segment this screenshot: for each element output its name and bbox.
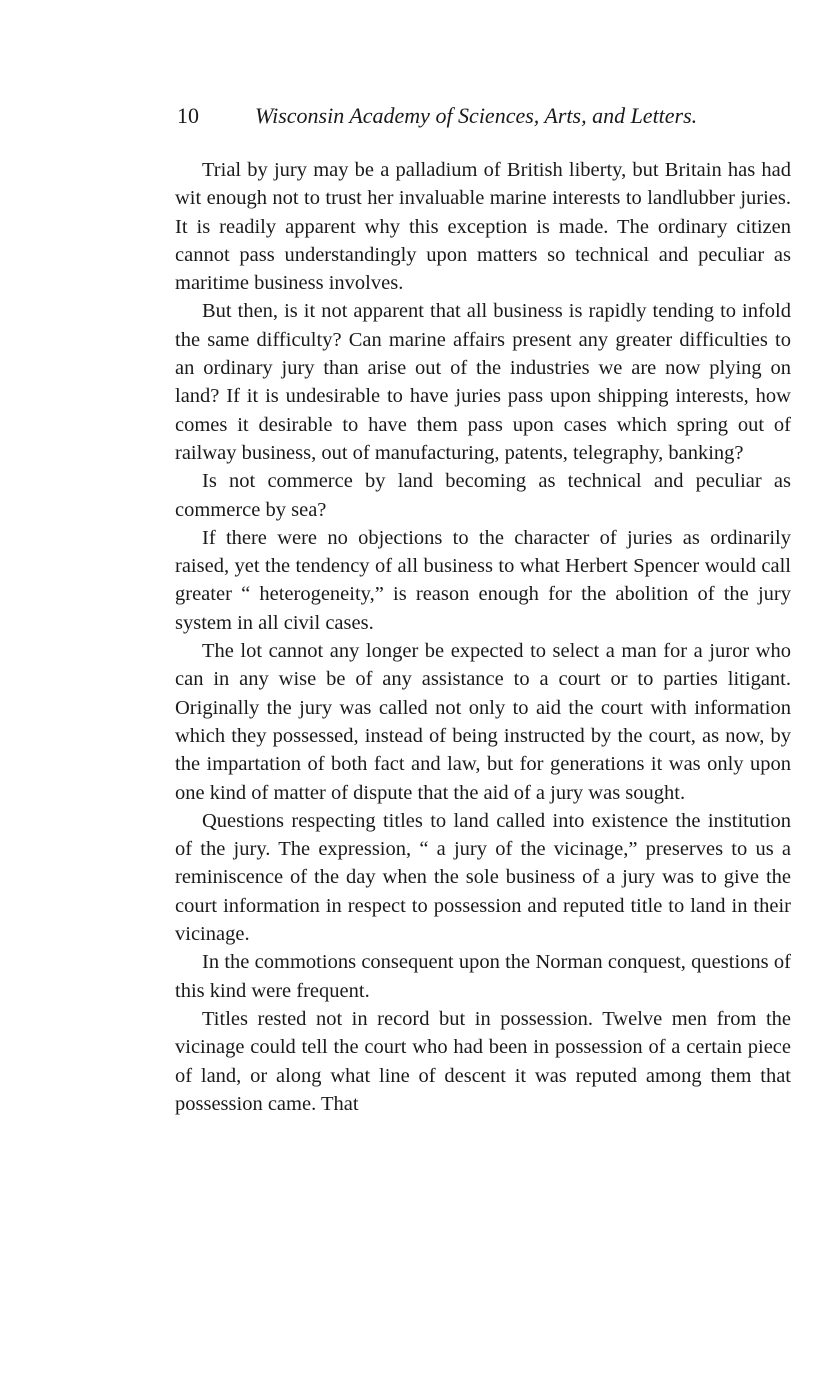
paragraph-3: Is not commerce by land becoming as technical and peculiar as commerce by sea?: [175, 470, 791, 521]
body-text: [175, 156, 791, 1118]
paragraph-8: Titles rested not in record but in possession. Twelve men from the vicinage could tell the court who had been in possession of a certain piece of land, or along what line of descent it was reputed among them that possession came. That: [175, 1007, 791, 1115]
paragraph-5: The lot cannot any longer be expected to select a man for a juror who can in any wise be of any assistance to a court or to parties litigant. Originally the jury was called not only to aid the court with information which they possessed, instead of being instructed by the court, as now, by the impartation of both fact and law, but for generations it was only upon one kind of matter of dispute that the aid of a jury was sought.: [175, 640, 791, 804]
paragraph-7: In the commotions consequent upon the Norman conquest, questions of this kind were frequent.: [175, 951, 791, 1002]
running-head: [177, 103, 737, 133]
page-number: 10: [177, 103, 199, 128]
journal-title: Wisconsin Academy of Sciences, Arts, and Letters.: [255, 103, 698, 128]
paragraph-6: Questions respecting titles to land called into existence the institution of the jury. The expression, “ a jury of the vicinage,” preserves to us a reminiscence of the day when the sole business of a jury was to give the court information in respect to possession and reputed title to land in their vicinage.: [175, 809, 791, 946]
paragraph-2: But then, is it not apparent that all business is rapidly tending to infold the same difficulty? Can marine affairs present any greater difficulties to an ordinary jury than arise out of the industries we are now plying on land? If it is undesirable to have juries pass upon shipping interests, how comes it desirable to have them pass upon cases which spring out of railway business, out of manufacturing, patents, telegraphy, banking?: [175, 300, 791, 464]
paragraph-4: If there were no objections to the character of juries as ordinarily raised, yet the tendency of all business to what Herbert Spencer would call greater “ heterogeneity,” is reason enough for the abolition of the jury system in all civil cases.: [175, 526, 791, 634]
paragraph-1: Trial by jury may be a palladium of British liberty, but Britain has had wit enough not to trust her invaluable marine interests to landlubber juries. It is readily apparent why this exception is made. The ordinary citizen cannot pass understandingly upon matters so technical and peculiar as maritime business involves.: [175, 159, 791, 295]
